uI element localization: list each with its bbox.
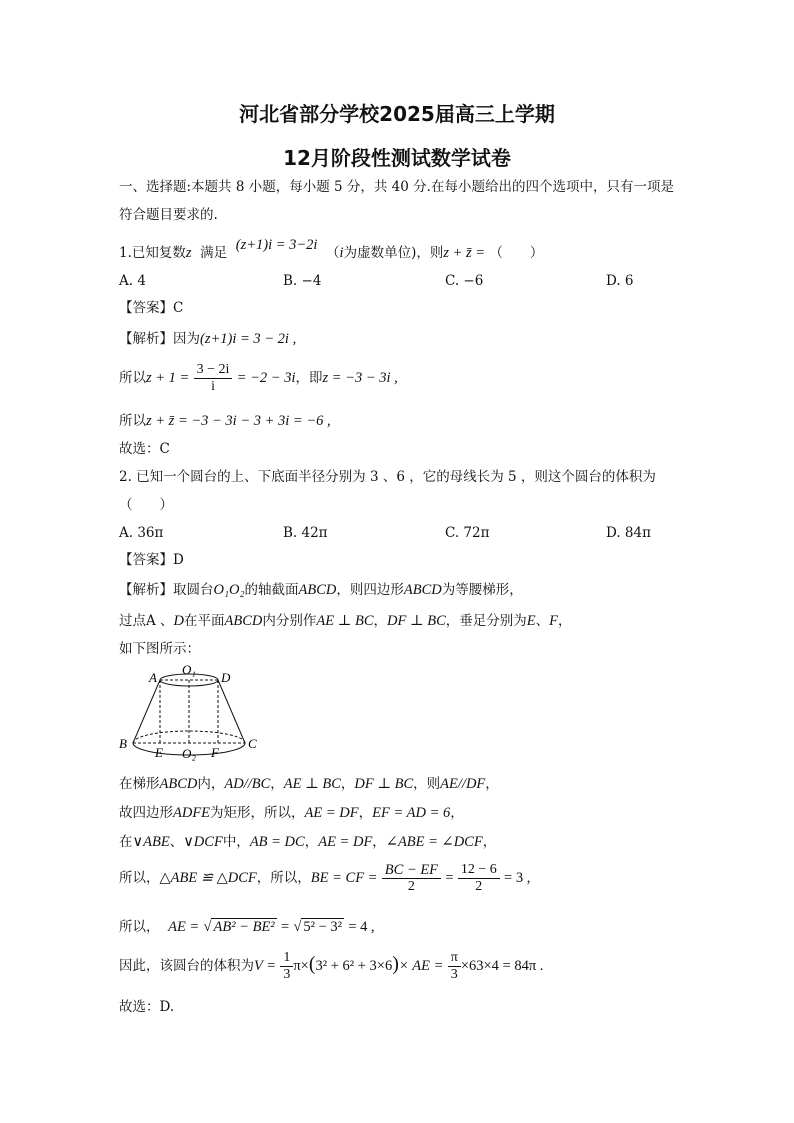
q2-s9-frac2-den: 3	[450, 967, 458, 982]
q2-s9-frac2	[448, 950, 461, 983]
q1-fraction-num: 3 − 2i	[194, 362, 233, 379]
q1-solution-1	[119, 330, 296, 348]
q2-s2-df: DF ⊥ BC	[387, 613, 446, 629]
q2-s1-abcd: ABCD	[298, 582, 337, 598]
q1-stem-text: 1.已知复数	[119, 245, 186, 261]
q2-s4-i: ，则	[413, 776, 441, 792]
q2-choose: 故选：D.	[119, 999, 175, 1015]
q2-s8-ae: AE =	[168, 919, 200, 935]
q2-option-a: A. 36π	[119, 525, 164, 541]
q1-sol2-ji: ，即	[295, 370, 323, 386]
q2-s5-aedf: AE = DF	[304, 805, 359, 821]
q1-sol3-eq: z + z̄ = −3 − 3i − 3 + 3i = −6 ,	[146, 413, 331, 429]
label-b: B	[119, 736, 127, 751]
q2-s7-result: = 3 ,	[504, 870, 531, 886]
q2-s6-aedf: AE = DF	[318, 834, 373, 850]
q2-s9-frac1-num: 1	[280, 950, 293, 967]
q2-s6-dcf: ∨DCF	[183, 834, 223, 850]
q2-solution-1	[119, 581, 523, 599]
q2-s4-a: 在梯形	[119, 776, 160, 792]
q2-s4-k: ，	[485, 776, 499, 792]
q2-s2-e: 内分别作	[262, 613, 317, 629]
q2-s7-frac2-num: 12 − 6	[458, 862, 500, 879]
q1-expr: z + z̄ =	[443, 245, 486, 261]
q2-s9-frac1-den: 3	[283, 967, 291, 982]
q1-paren: （	[326, 245, 340, 261]
q2-s7-frac1-num: BC − EF	[382, 862, 441, 879]
q2-s4-adbc: AD//BC	[224, 776, 271, 792]
q2-s9-pi: π×	[293, 958, 309, 974]
q2-s5-adfe: ADFE	[173, 805, 211, 821]
q2-solution-5	[119, 804, 464, 822]
q2-solution-2	[119, 612, 572, 630]
q2-s4-c: 内，	[197, 776, 225, 792]
q2-solution-4	[119, 775, 499, 793]
q2-answer: 【答案】D	[119, 552, 184, 568]
q2-s6-abdc: AB = DC	[249, 834, 305, 850]
q2-s2-g: ，	[373, 613, 388, 629]
q2-s6-i: ，	[372, 834, 386, 850]
q2-s7-frac2	[458, 862, 500, 895]
q2-s7-frac1-den: 2	[407, 879, 415, 894]
q2-s9-inner: 3² + 6² + 3×6	[315, 958, 393, 974]
q2-s4-abcd: ABCD	[159, 776, 198, 792]
q1-option-a: A. 4	[119, 273, 146, 289]
q2-s2-i: ，垂足分别为	[445, 613, 527, 629]
q2-s5-e: ，	[358, 805, 373, 821]
q2-s1-abcd2: ABCD	[403, 582, 442, 598]
section-heading: 一、选择题:本题共 8 小题，每小题 5 分，共 40 分.在每小题给出的四个选项中，只有一项是	[119, 179, 674, 195]
q2-s1-o1o2: O₁O₂	[213, 582, 245, 598]
q2-s2-a: 过点A 、	[119, 613, 174, 629]
q2-s7-frac2-den: 2	[475, 879, 483, 894]
q2-s2-f-pt: F	[549, 613, 558, 629]
q2-s4-e: ，	[270, 776, 284, 792]
q1-blank: （ ）	[489, 245, 544, 261]
q1-stem	[119, 237, 544, 262]
q2-s6-e: 中，	[222, 834, 250, 850]
label-f: F	[211, 745, 219, 760]
q2-solution-8: 所以， AE = √ AB² − BE² = √ 5² − 3² = 4 ,	[119, 919, 375, 935]
q2-s9-result: ×63×4 = 84π .	[460, 958, 544, 974]
q1-sol2-z: z = −3 − 3i ,	[322, 370, 398, 386]
q2-s7-c: ，所以，	[256, 870, 311, 886]
q2-s8-result: = 4 ,	[348, 919, 375, 935]
q2-s9-frac2-num: π	[448, 950, 461, 967]
label-o2: O₂	[182, 746, 196, 761]
q2-s9-a: 因此，该圆台的体积为	[119, 958, 254, 974]
q1-option-c: C. −6	[445, 273, 484, 289]
q2-s2-d: D	[173, 613, 185, 629]
label-d: D	[221, 670, 231, 685]
q2-solution-7	[119, 862, 530, 902]
q2-s4-df: DF ⊥ BC	[354, 776, 414, 792]
q2-s1-g: 为等腰梯形，	[441, 582, 523, 598]
q1-stem-text3: 为虚数单位)，则	[343, 245, 444, 261]
q2-solution-6	[119, 833, 496, 851]
q1-fraction-den: i	[211, 379, 215, 394]
q2-option-c: C. 72π	[445, 525, 490, 541]
q1-equation: (z+1)i = 3−2i	[235, 237, 318, 253]
q1-var: z	[185, 245, 192, 261]
q2-s9-v: V =	[254, 958, 277, 974]
q1-sol-lead: 【解析】因为	[119, 331, 200, 347]
q2-s5-g: ，	[450, 805, 464, 821]
q1-stem-text2: 满足	[200, 245, 228, 261]
q2-s7-eq: =	[445, 870, 454, 886]
q2-s1-a: 【解析】取圆台	[119, 582, 214, 598]
q2-s2-k: 、	[535, 613, 550, 629]
q2-s2-e-pt: E	[526, 613, 536, 629]
q2-s8-a: 所以，	[119, 919, 160, 935]
q2-s4-g: ，	[340, 776, 355, 792]
section-heading-cont: 符合题目要求的.	[119, 207, 218, 223]
q1-solution-2	[119, 362, 398, 402]
q2-s9-rparen: )	[392, 953, 399, 975]
q1-sol2-lead: 所以	[119, 370, 146, 386]
frustum-figure	[115, 664, 275, 764]
q2-s6-abe: ∨ABE	[132, 834, 170, 850]
q1-answer: 【答案】C	[119, 300, 184, 316]
q2-option-b: B. 42π	[283, 525, 328, 541]
q1-sol3-lead: 所以	[119, 413, 146, 429]
q2-s8-root1: AB² − BE²	[213, 919, 275, 935]
q2-s6-k: ，	[482, 834, 497, 850]
q2-stem-cont: （ ）	[119, 497, 173, 513]
q2-stem: 2. 已知一个圆台的上、下底面半径分别为 3 、6 ，它的母线长为 5 ，则这个圆台的体积为	[119, 469, 656, 485]
q2-s7-frac1	[382, 862, 441, 895]
q2-s4-ae: AE ⊥ BC	[283, 776, 341, 792]
q1-solution-3	[119, 412, 331, 430]
q2-s1-c: 的轴截面	[244, 582, 299, 598]
q2-s7-becf: BE = CF =	[310, 870, 378, 886]
q2-s2-c: 在平面	[184, 613, 225, 629]
exam-title-line2: 12月阶段性测试数学试卷	[283, 146, 511, 170]
q2-s2-m: ，	[558, 613, 572, 629]
label-e: E	[155, 745, 163, 760]
q2-s4-aedf: AE//DF	[440, 776, 486, 792]
q2-s5-efad: EF = AD = 6	[372, 805, 451, 821]
q2-s9-ae: × AE =	[398, 958, 444, 974]
q2-s2-abcd: ABCD	[224, 613, 263, 629]
q2-s7-a: 所以，	[119, 870, 160, 886]
q2-s8-root2: 5² − 3²	[303, 919, 343, 935]
q1-option-b: B. −4	[283, 273, 322, 289]
q2-s1-e: ，则四边形	[336, 582, 404, 598]
q1-sol-eq: (z+1)i = 3 − 2i ,	[200, 331, 297, 347]
q2-s2-ae: AE ⊥ BC	[316, 613, 374, 629]
q2-s6-a: 在	[119, 834, 133, 850]
q2-option-d: D. 84π	[606, 525, 651, 541]
q2-solution-9	[119, 950, 543, 990]
q2-s9-lparen: (	[308, 953, 316, 975]
q2-s6-angle: ∠ABE = ∠DCF	[385, 834, 483, 850]
q1-option-d: D. 6	[606, 273, 634, 289]
q2-s8-eq: =	[280, 919, 290, 935]
q1-i: i	[339, 245, 344, 261]
exam-title-line1: 河北省部分学校2025届高三上学期	[239, 102, 555, 126]
q2-s5-c: 为矩形，所以，	[210, 805, 305, 821]
label-c: C	[248, 736, 257, 751]
q2-s6-g: ，	[304, 834, 319, 850]
q2-s5-a: 故四边形	[119, 805, 173, 821]
q2-s6-c: 、	[169, 834, 184, 850]
q2-solution-3: 如下图所示：	[119, 641, 200, 657]
q1-choose: 故选：C	[119, 441, 170, 457]
label-o1: O₁	[182, 664, 196, 677]
label-a: A	[149, 670, 157, 685]
q2-s7-congruent: △ABE ≌ △DCF	[159, 870, 257, 886]
q1-fraction	[194, 362, 233, 395]
q1-sol2-rhs: = −2 − 3i	[236, 370, 296, 386]
q2-s9-frac1	[280, 950, 293, 983]
q1-sol2-lhs: z + 1 =	[146, 370, 190, 386]
